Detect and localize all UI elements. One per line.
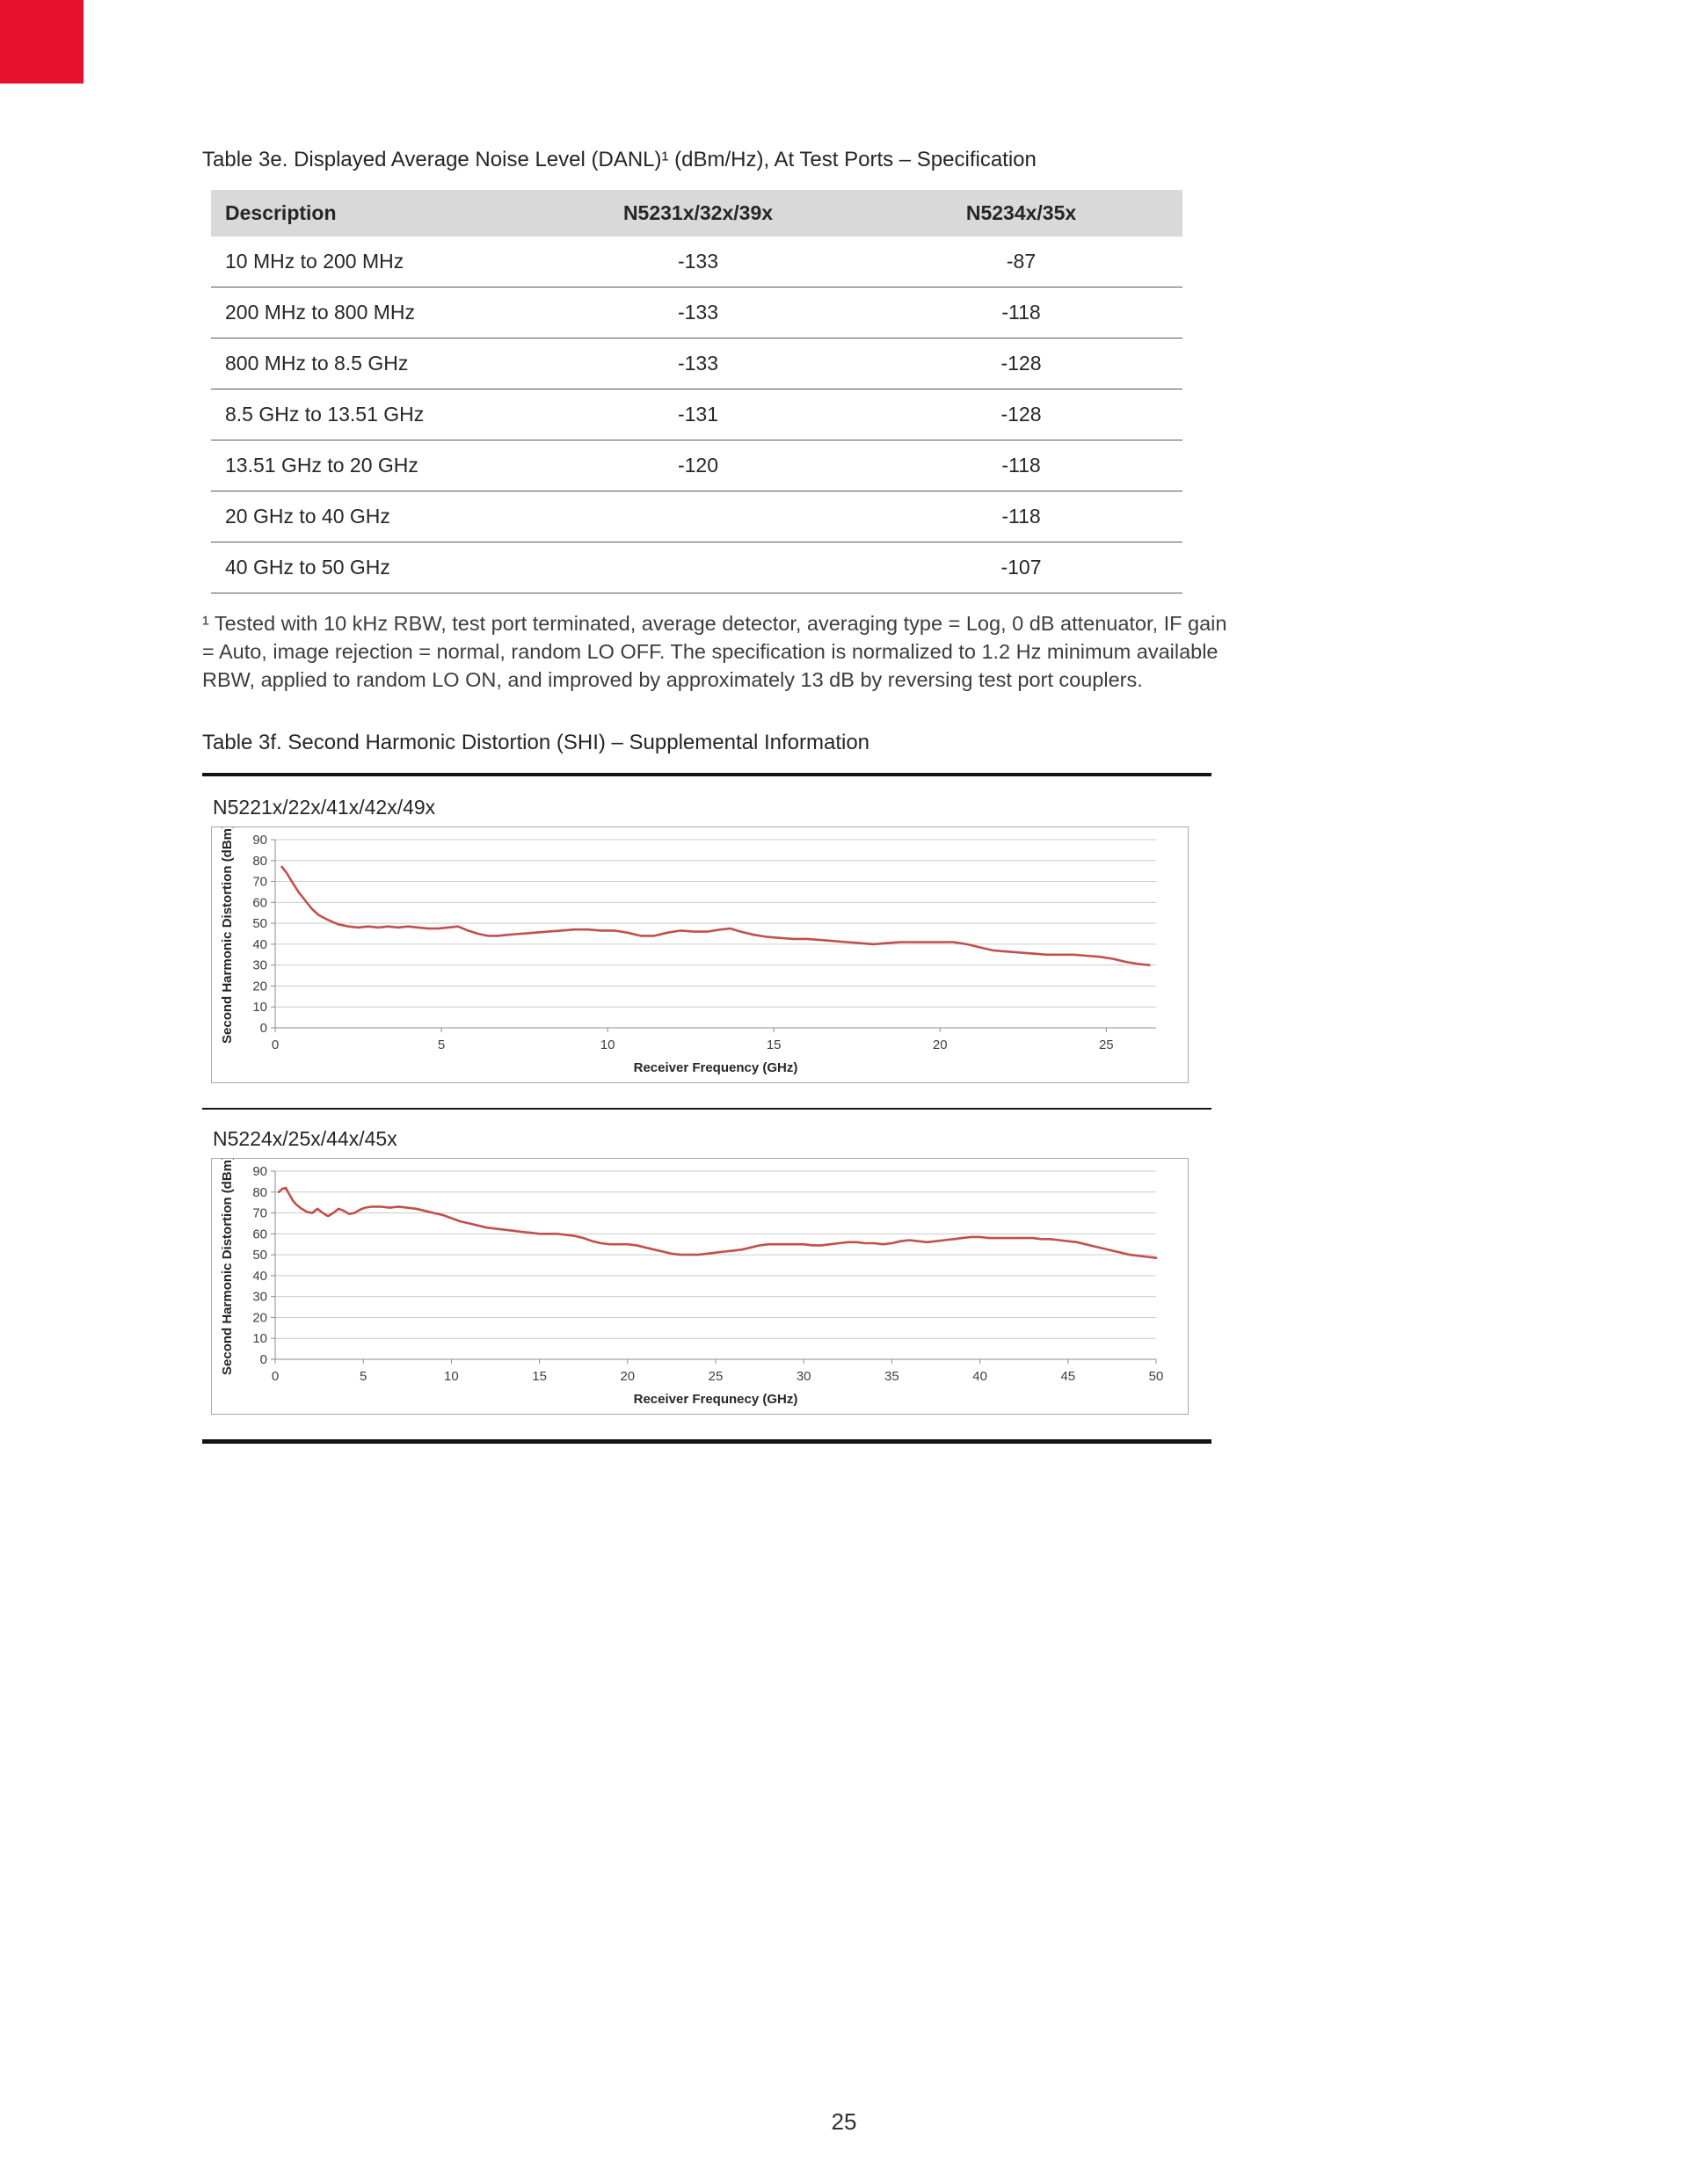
cell-value <box>536 491 860 542</box>
cell-value <box>536 542 860 593</box>
svg-text:10: 10 <box>444 1369 459 1384</box>
shi-chart-n5224x <box>211 1158 1189 1415</box>
svg-text:80: 80 <box>252 1184 267 1200</box>
cell-value: -87 <box>860 237 1182 288</box>
cell-description: 40 GHz to 50 GHz <box>211 542 536 593</box>
svg-text:20: 20 <box>620 1369 636 1384</box>
table-3e-footnote: ¹ Tested with 10 kHz RBW, test port terminated, average detector, averaging type = Log, 0 dB attenuator, IF gain = Auto, image rejection = normal, random LO OFF. The specification is normalized to 1.2 Hz minimum available RBW, applied to random LO ON, and improved by approximately 13 dB by reversing test port couplers. <box>202 612 1227 691</box>
page-content <box>202 148 1244 1444</box>
svg-text:45: 45 <box>1060 1369 1076 1384</box>
svg-text:60: 60 <box>252 1227 267 1242</box>
cell-description: 10 MHz to 200 MHz <box>211 237 536 288</box>
svg-text:10: 10 <box>252 1331 267 1347</box>
svg-text:60: 60 <box>252 895 267 911</box>
cell-value: -107 <box>860 542 1182 593</box>
cell-value: -133 <box>536 339 860 389</box>
cell-description: 13.51 GHz to 20 GHz <box>211 440 536 491</box>
table-header <box>211 190 1182 237</box>
cell-value: -133 <box>536 237 860 288</box>
svg-text:70: 70 <box>252 874 267 890</box>
svg-text:20: 20 <box>252 979 267 994</box>
svg-text:40: 40 <box>252 1268 267 1284</box>
table-row <box>211 440 1182 491</box>
section-divider-top <box>202 773 1211 776</box>
cell-value: -120 <box>536 440 860 491</box>
svg-text:50: 50 <box>1148 1369 1164 1384</box>
cell-value: -128 <box>860 339 1182 389</box>
svg-text:90: 90 <box>252 1164 267 1179</box>
svg-text:25: 25 <box>1098 1037 1114 1052</box>
cell-description: 800 MHz to 8.5 GHz <box>211 339 536 389</box>
svg-text:20: 20 <box>252 1310 267 1326</box>
svg-text:5: 5 <box>437 1037 446 1052</box>
section-divider-bottom <box>202 1439 1211 1444</box>
svg-text:40: 40 <box>252 936 267 952</box>
svg-text:Receiver Frequnecy (GHz): Receiver Frequnecy (GHz) <box>633 1392 798 1407</box>
cell-description: 20 GHz to 40 GHz <box>211 491 536 542</box>
page-number: 25 <box>831 2108 857 2135</box>
brand-corner-mark <box>0 0 84 84</box>
column-header-description: Description <box>211 190 536 237</box>
table-row <box>211 389 1182 440</box>
cell-value: -128 <box>860 389 1182 440</box>
cell-value: -118 <box>860 491 1182 542</box>
svg-text:0: 0 <box>271 1369 280 1384</box>
table-row <box>211 491 1182 542</box>
svg-text:Receiver Frequency (GHz): Receiver Frequency (GHz) <box>633 1060 798 1075</box>
shi-chart-n5221x <box>211 826 1189 1083</box>
chart-2-model-label: N5224x/25x/44x/45x <box>213 1127 397 1150</box>
table-header-row <box>211 190 1182 237</box>
svg-text:5: 5 <box>360 1369 367 1384</box>
svg-text:0: 0 <box>271 1037 280 1052</box>
svg-text:10: 10 <box>252 1000 267 1016</box>
table-3f-title: Table 3f. Second Harmonic Distortion (SHI) – Supplemental Information <box>202 731 870 754</box>
svg-text:35: 35 <box>884 1369 899 1384</box>
svg-text:15: 15 <box>766 1037 782 1052</box>
svg-text:70: 70 <box>252 1205 267 1221</box>
table-row <box>211 542 1182 593</box>
svg-text:0: 0 <box>259 1352 267 1367</box>
svg-text:90: 90 <box>252 833 267 848</box>
column-header-n5234x: N5234x/35x <box>860 190 1182 237</box>
svg-text:30: 30 <box>796 1369 811 1384</box>
svg-text:50: 50 <box>252 916 267 932</box>
svg-text:80: 80 <box>252 853 267 869</box>
cell-value: -131 <box>536 389 860 440</box>
table-3e-title: Table 3e. Displayed Average Noise Level (DANL)¹ (dBm/Hz), At Test Ports – Specification <box>202 148 1037 171</box>
svg-text:Second Harmonic Distortion (dB: Second Harmonic Distortion (dBm) <box>220 827 235 1045</box>
svg-text:25: 25 <box>708 1369 724 1384</box>
svg-text:10: 10 <box>600 1037 615 1052</box>
svg-text:20: 20 <box>932 1037 948 1052</box>
danl-spec-table <box>211 190 1182 593</box>
svg-text:0: 0 <box>259 1021 267 1036</box>
svg-text:30: 30 <box>252 1289 267 1305</box>
svg-text:40: 40 <box>972 1369 987 1384</box>
cell-value: -118 <box>860 288 1182 339</box>
svg-text:15: 15 <box>532 1369 547 1384</box>
chart-1-model-label: N5221x/22x/41x/42x/49x <box>213 796 436 819</box>
cell-value: -133 <box>536 288 860 339</box>
svg-text:50: 50 <box>252 1248 267 1263</box>
column-header-n5231x: N5231x/32x/39x <box>536 190 860 237</box>
table-row <box>211 288 1182 339</box>
section-divider-mid <box>202 1108 1211 1110</box>
table-row <box>211 237 1182 288</box>
cell-value: -118 <box>860 440 1182 491</box>
table-body <box>211 237 1182 593</box>
cell-description: 8.5 GHz to 13.51 GHz <box>211 389 536 440</box>
svg-text:Second Harmonic Distortion (dB: Second Harmonic Distortion (dBm) <box>220 1159 235 1376</box>
table-row <box>211 339 1182 389</box>
svg-text:30: 30 <box>252 957 267 973</box>
cell-description: 200 MHz to 800 MHz <box>211 288 536 339</box>
